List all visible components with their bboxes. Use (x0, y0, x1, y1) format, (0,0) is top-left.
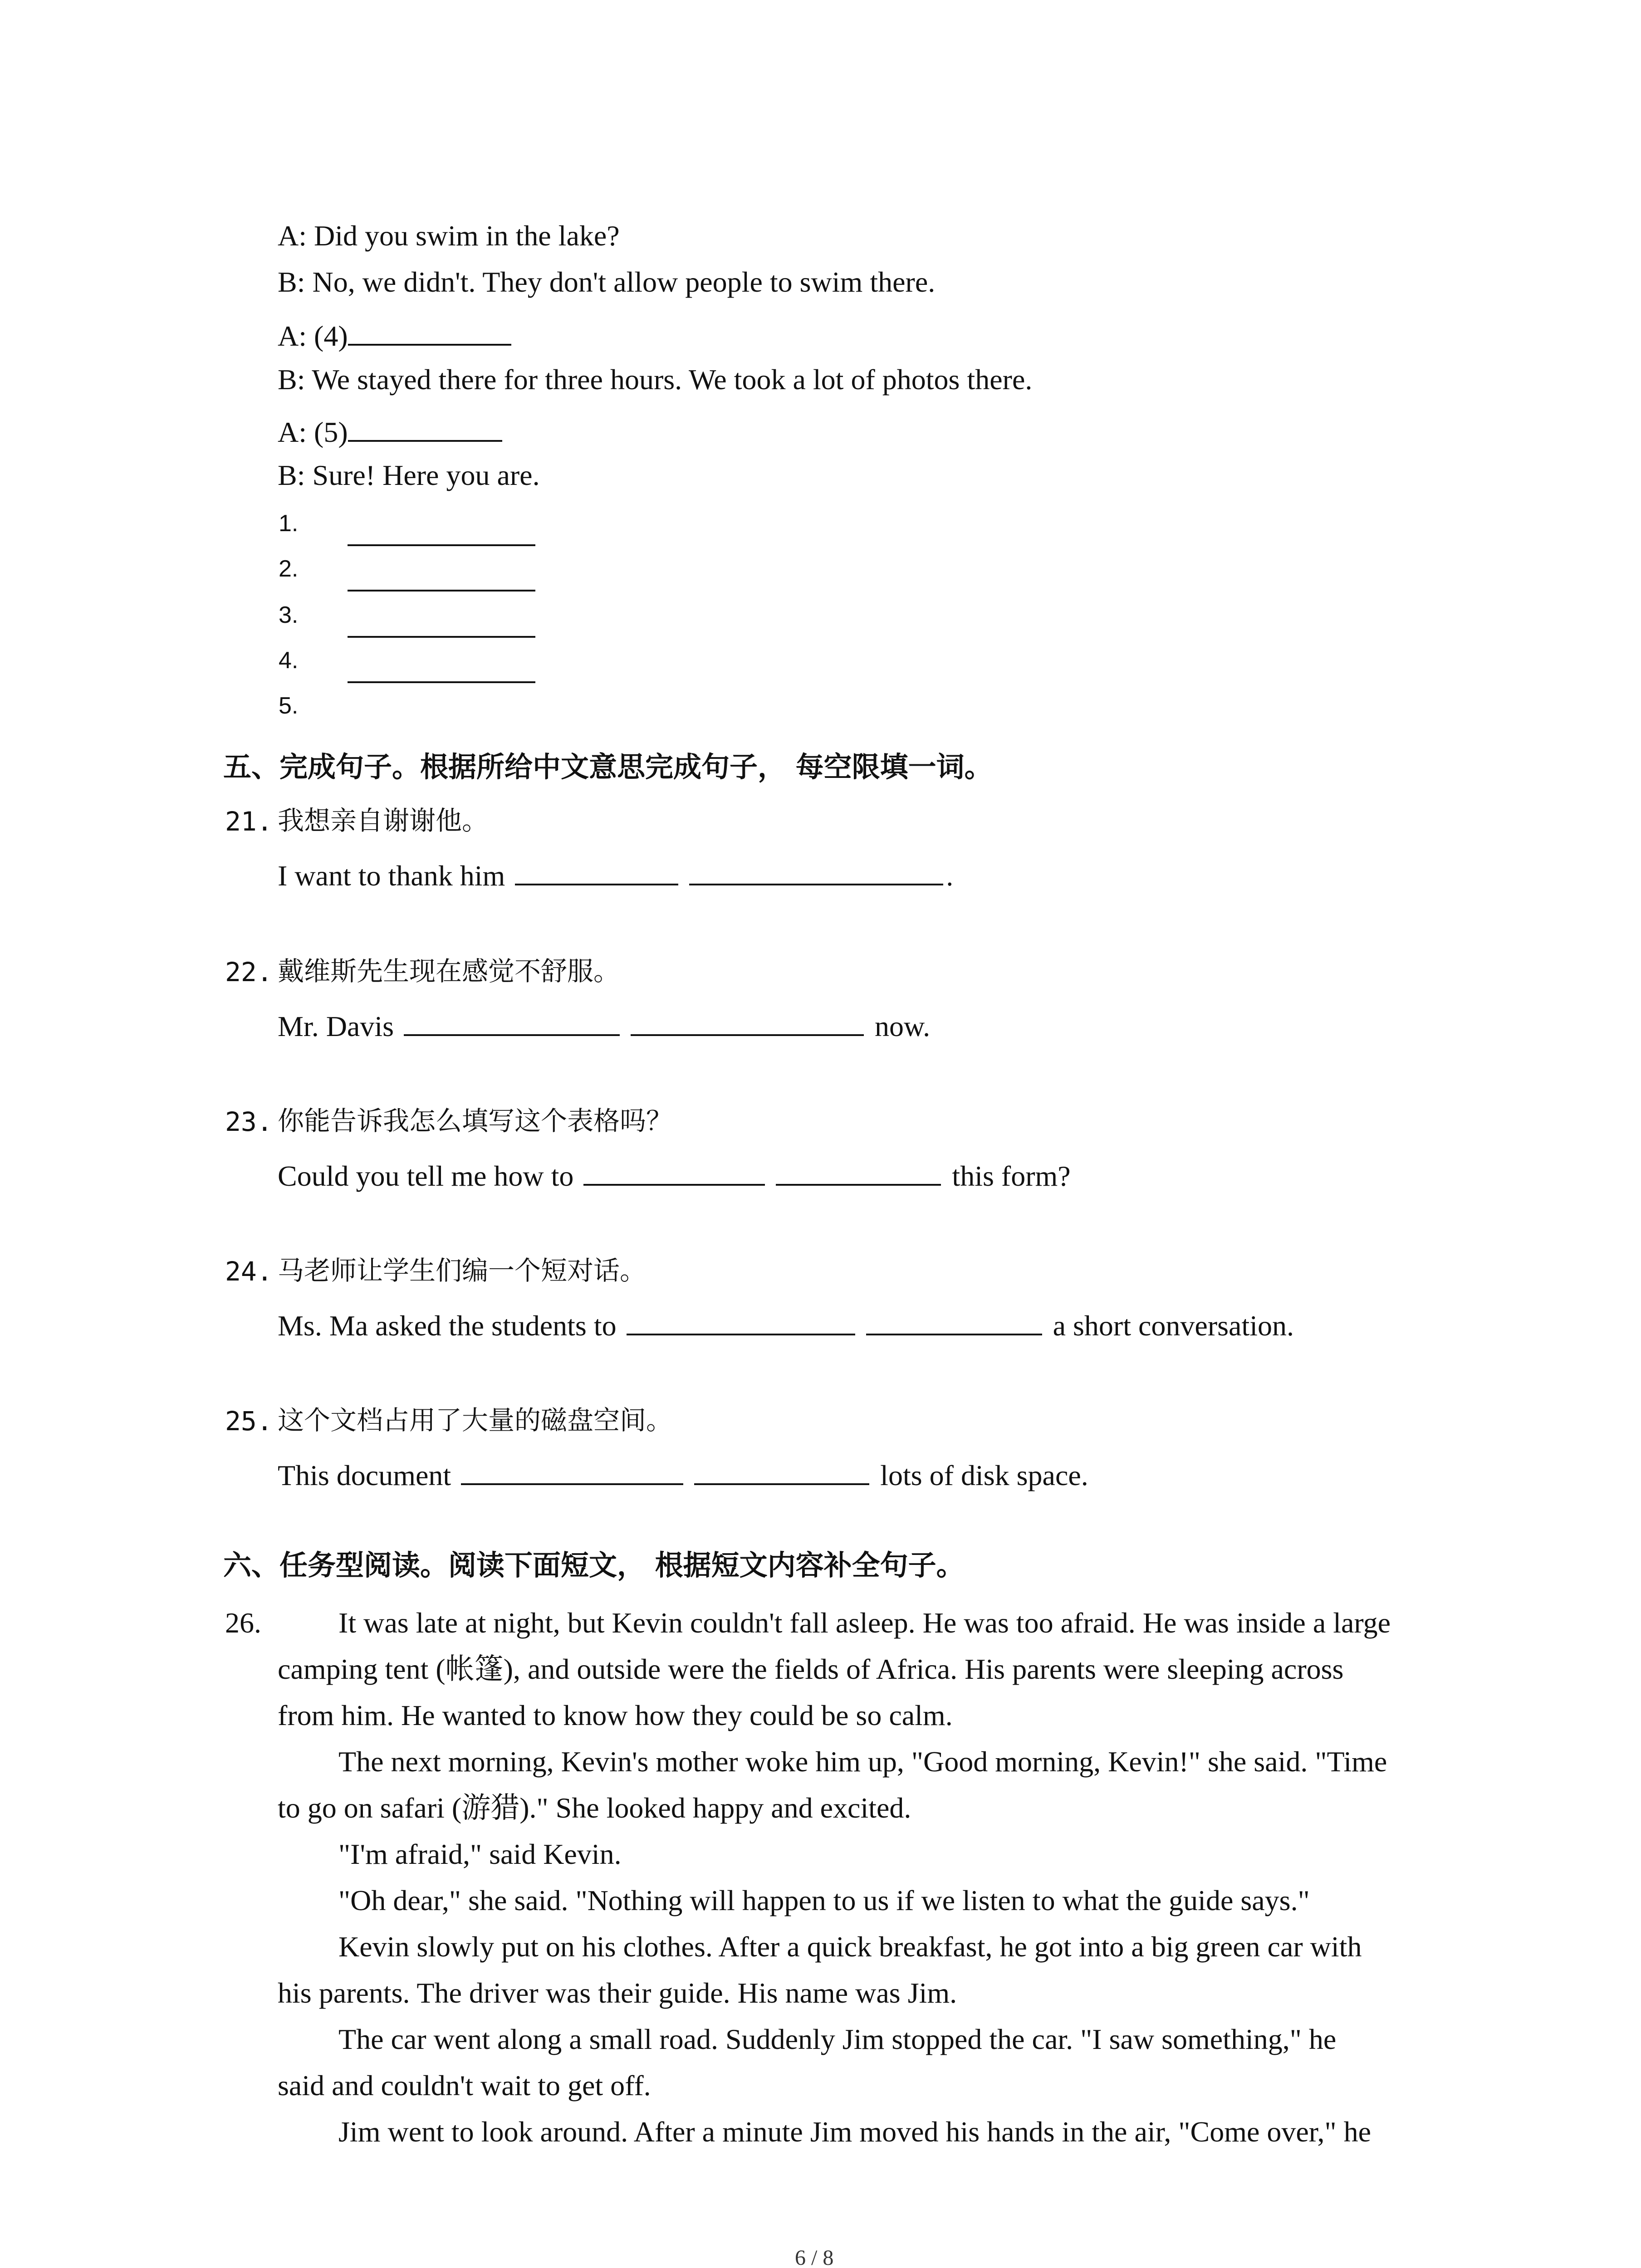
page-number: 6 / 8 (795, 2246, 834, 2268)
answer-number: 1. (279, 510, 299, 537)
sentence-line: This document lots of disk space. (278, 1457, 1088, 1490)
section-heading: 六、任务型阅读。阅读下面短文， 根据短文内容补全句子。 (223, 1549, 965, 1582)
question-number: 25. (225, 1406, 273, 1437)
question-number: 26. (225, 1607, 261, 1639)
passage-line: camping tent (帐篷), and outside were the fields of Africa. His parents were sleeping across (278, 1653, 1344, 1685)
passage-line: It was late at night, but Kevin couldn't fall asleep. He was too afraid. He was inside a large (338, 1607, 1391, 1639)
passage-line: Jim went to look around. After a minute Jim moved his hands in the air, "Come over," he (338, 2116, 1372, 2148)
question-number: 22. (225, 957, 273, 987)
answer-number: 2. (279, 556, 299, 582)
answer-line[interactable] (348, 590, 535, 591)
answer-number: 5. (279, 693, 299, 719)
passage-line: The car went along a small road. Suddenly Jim stopped the car. "I saw something," he (338, 2023, 1337, 2055)
question-number: 21. (225, 806, 273, 837)
answer-number: 4. (279, 647, 299, 674)
answer-line[interactable] (348, 681, 535, 683)
question-number: 24. (225, 1256, 273, 1287)
sentence-line: I want to thank him . (278, 857, 953, 890)
answer-blank[interactable] (689, 857, 943, 885)
answer-blank[interactable] (515, 857, 678, 885)
passage-line: "Oh dear," she said. "Nothing will happen to us if we listen to what the guide says." (338, 1884, 1310, 1916)
answer-line[interactable] (348, 636, 535, 638)
dialogue-line: A: Did you swim in the lake? (278, 220, 620, 252)
answer-line[interactable] (348, 544, 535, 546)
dialogue-line: B: No, we didn't. They don't allow people to swim there. (278, 266, 936, 298)
section-heading: 五、完成句子。根据所给中文意思完成句子， 每空限填一词。 (223, 750, 993, 783)
answer-blank[interactable] (776, 1158, 941, 1186)
answer-blank[interactable] (627, 1307, 855, 1335)
passage-line: to go on safari (游猎)." She looked happy and excited. (278, 1792, 911, 1824)
question-chinese: 我想亲自谢谢他。 (278, 805, 489, 836)
passage-line: The next morning, Kevin's mother woke him up, "Good morning, Kevin!" she said. "Time (338, 1745, 1387, 1778)
question-chinese: 马老师让学生们编一个短对话。 (278, 1255, 647, 1286)
passage-line: from him. He wanted to know how they could be so calm. (278, 1699, 953, 1731)
sentence-line: Could you tell me how to this form? (278, 1158, 1071, 1191)
passage-line: his parents. The driver was their guide. His name was Jim. (278, 1977, 957, 2009)
passage-line: "I'm afraid," said Kevin. (338, 1838, 622, 1870)
question-number: 23. (225, 1106, 273, 1137)
passage-line: said and couldn't wait to get off. (278, 2069, 651, 2102)
question-chinese: 你能告诉我怎么填写这个表格吗？ (278, 1105, 673, 1136)
sentence-line: Ms. Ma asked the students to a short conversation. (278, 1307, 1294, 1340)
dialogue-line: A: (4) (278, 318, 514, 351)
dialogue-line: B: Sure! Here you are. (278, 459, 540, 491)
dialogue-line: A: (5) (278, 414, 505, 447)
question-chinese: 戴维斯先生现在感觉不舒服。 (278, 956, 620, 987)
dialogue-line: B: We stayed there for three hours. We took a lot of photos there. (278, 363, 1033, 396)
answer-blank[interactable] (583, 1158, 765, 1186)
answer-number: 3. (279, 602, 299, 628)
answer-blank[interactable] (348, 318, 511, 346)
answer-blank[interactable] (694, 1457, 869, 1485)
answer-blank[interactable] (348, 414, 502, 442)
answer-blank[interactable] (631, 1008, 864, 1036)
answer-blank[interactable] (866, 1307, 1042, 1335)
answer-blank[interactable] (461, 1457, 683, 1485)
question-chinese: 这个文档占用了大量的磁盘空间。 (278, 1405, 673, 1436)
sentence-line: Mr. Davis now. (278, 1008, 930, 1041)
answer-blank[interactable] (404, 1008, 620, 1036)
passage-line: Kevin slowly put on his clothes. After a quick breakfast, he got into a big green car with (338, 1931, 1362, 1963)
